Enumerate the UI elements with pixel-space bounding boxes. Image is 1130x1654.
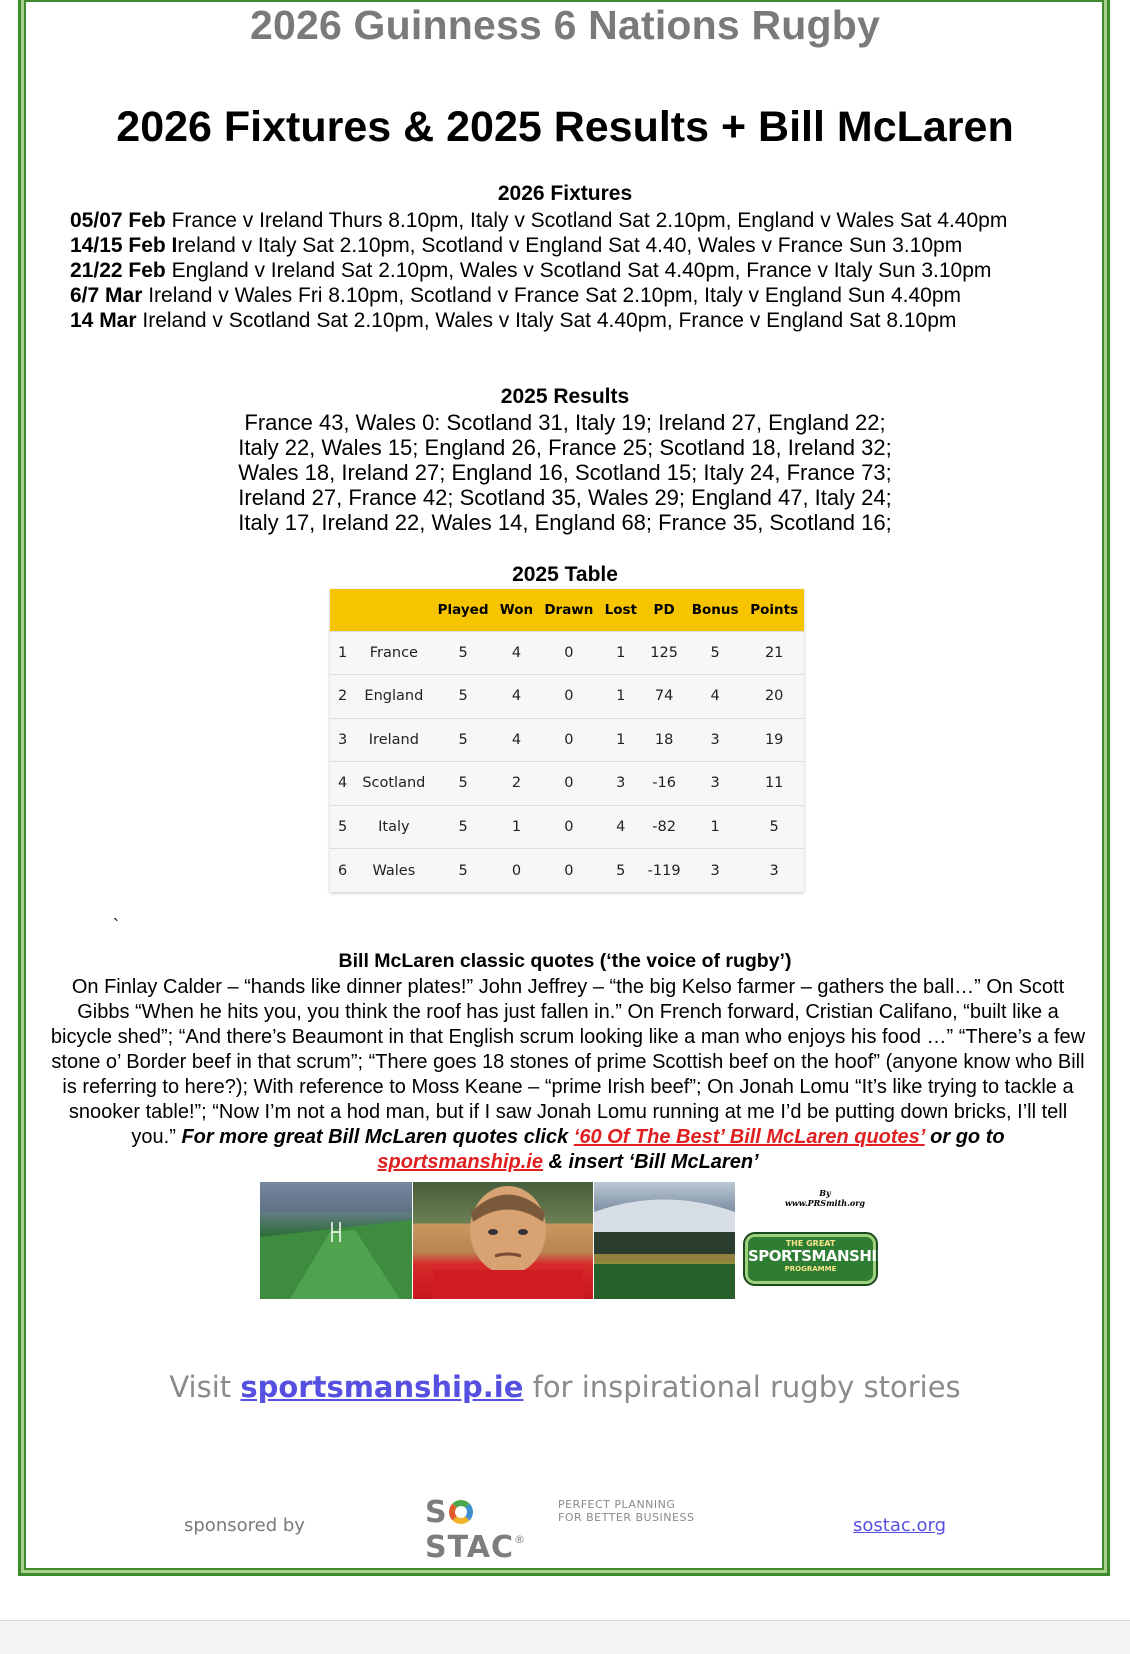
table-row [330, 762, 804, 806]
results-line: Italy 17, Ireland 22, Wales 14, England 68; France 35, Scotland 16; [238, 510, 892, 535]
logo-badge-top: THE GREAT [785, 1239, 836, 1248]
table-cell: 3 [710, 862, 720, 879]
sportsmanship-programme-logo [745, 1182, 885, 1299]
table-cell: -16 [652, 775, 676, 792]
column-header: Won [499, 601, 534, 618]
table-cell: -82 [652, 818, 676, 835]
table-cell: 125 [650, 644, 678, 661]
fixture-date: 6/7 Mar [70, 284, 143, 307]
page-title: 2026 Guinness 6 Nations Rugby [249, 2, 881, 48]
table-cell: 0 [511, 862, 522, 879]
fixture-line [70, 308, 1080, 333]
table-cell: -119 [647, 862, 681, 879]
table-cell: 5 [458, 688, 468, 705]
table-cell: 5 [710, 644, 720, 661]
table-cell: 0 [564, 818, 574, 835]
table-cell: 0 [564, 862, 574, 879]
column-header: Played [437, 601, 489, 618]
team-name: Ireland [368, 731, 419, 748]
quotes-body [48, 975, 1088, 1175]
table-cell: 4 [710, 688, 720, 705]
table-cell: 5 [769, 818, 779, 835]
table-cell: 4 [616, 818, 626, 835]
table-cell: 1 [616, 731, 626, 748]
sportsmanship-link[interactable]: sportsmanship.ie [377, 1151, 543, 1173]
table-cell: 3 [616, 775, 626, 792]
table-cell: 2 [338, 688, 348, 705]
table-cell: 5 [458, 731, 468, 748]
results-line: Wales 18, Ireland 27; England 16, Scotland 15; Italy 24, France 73; [238, 460, 892, 485]
logo-badge-bottom: PROGRAMME [784, 1265, 837, 1273]
fixture-line [70, 283, 1080, 308]
sponsored-by-label: sponsored by [184, 1515, 305, 1536]
best-quotes-link[interactable]: ‘60 Of The Best’ Bill McLaren quotes’ [573, 1126, 925, 1148]
table-cell: 3 [338, 731, 348, 748]
table-row [330, 805, 804, 849]
fixture-line [70, 258, 1080, 283]
table-cell: 0 [564, 775, 574, 792]
aviva-stadium-photo-art [594, 1182, 735, 1299]
fixture-text: Ireland v Scotland Sat 2.10pm, Wales v Italy Sat 4.40pm, France v England Sat 8.10pm [136, 309, 957, 332]
logo-site-text: www.PRSmith.org [785, 1198, 866, 1208]
column-header [330, 589, 356, 631]
cta-text: or go to [924, 1126, 1005, 1148]
stadium-photo [260, 1182, 412, 1299]
sostac-letters: STAC [425, 1530, 514, 1565]
logo-badge-main: SPORTSMANSHIP [748, 1247, 887, 1265]
table-cell: 19 [764, 731, 784, 748]
table-cell: 5 [458, 775, 468, 792]
table-cell: 3 [710, 731, 720, 748]
sub-title: 2026 Fixtures & 2025 Results + Bill McLaren [116, 103, 1014, 151]
table-header-row [330, 589, 804, 631]
table-cell: 6 [338, 862, 348, 879]
team-name: Scotland [362, 775, 426, 792]
table-cell: 0 [564, 644, 574, 661]
results-heading: 2025 Results [500, 385, 630, 408]
sostac-letter: S [425, 1495, 448, 1530]
table-cell: 11 [764, 775, 784, 792]
column-header: Bonus [691, 601, 739, 618]
quotes-cta [181, 1126, 1004, 1173]
table-row [330, 849, 804, 893]
logo-by-text: By [819, 1188, 831, 1198]
table-cell: 5 [458, 818, 468, 835]
table-row [330, 675, 804, 719]
sostac-wordmark [425, 1495, 526, 1565]
table-cell: 1 [338, 644, 348, 661]
sostac-link[interactable]: sostac.org [853, 1515, 946, 1536]
aviva-stadium-photo [594, 1182, 735, 1299]
table-cell: 3 [710, 775, 720, 792]
table-cell: 5 [458, 862, 468, 879]
column-header: Lost [604, 601, 637, 618]
table-row [330, 718, 804, 762]
table-cell: 5 [616, 862, 626, 879]
table-cell: 20 [764, 688, 784, 705]
results-list [0, 410, 1130, 535]
table-cell: 74 [654, 688, 674, 705]
table-cell: 21 [764, 644, 784, 661]
quotes-heading: Bill McLaren classic quotes (‘the voice of rugby’) [338, 950, 792, 972]
quotes-text: On Finlay Calder – “hands like dinner plates!” John Jeffrey – “the big Kelso farmer – gathers the ball…” On Scott Gibbs “When he hits you, you think the roof has just fallen in.” On French forward, Cristian Califano, “built like a bicycle shed”; “And there’s Beaumont in that English scrum looking like a man who enjoys his food …” “There’s a few stone o’ Border beef in that scrum”; “There goes 18 stones of prime Scottish beef on the hoof” (anyone know who Bill is referring to here?); With reference to Moss Keane – “prime Irish beef”; On Jonah Lomu “It’s like trying to tackle a snooker table!”; “Now I’m not a hod man, but if I saw Jonah Lomu running at me I’d be putting down bricks, I’ll tell you.” [50, 976, 1086, 1148]
results-line: France 43, Wales 0: Scotland 31, Italy 19; Ireland 27, England 22; [244, 410, 886, 435]
fixture-text: England v Ireland Sat 2.10pm, Wales v Scotland Sat 4.40pm, France v Italy Sun 3.10pm [165, 259, 992, 282]
visit-line [0, 1370, 1130, 1404]
visit-prefix: Visit [169, 1370, 241, 1404]
fixture-date: 21/22 Feb [70, 259, 166, 282]
table-cell: 0 [564, 688, 574, 705]
logo-badge [745, 1234, 887, 1284]
standings-table [330, 589, 804, 892]
fixture-date: 14 Mar [70, 309, 137, 332]
table-cell: 18 [654, 731, 674, 748]
visit-suffix: for inspirational rugby stories [523, 1370, 961, 1404]
fixture-text: reland v Italy Sat 2.10pm, Scotland v England Sat 4.40, Wales v France Sun 3.10pm [177, 234, 963, 257]
fixtures-list [70, 208, 1080, 333]
sostac-tagline-line: FOR BETTER BUSINESS [558, 1511, 695, 1524]
sostac-o-icon [449, 1500, 473, 1524]
footer-bar [0, 1620, 1130, 1654]
table-cell: 3 [769, 862, 779, 879]
fixture-text: Ireland v Wales Fri 8.10pm, Scotland v France Sat 2.10pm, Italy v England Sun 4.40pm [142, 284, 962, 307]
column-header [356, 589, 432, 631]
fixture-date: 14/15 Feb I [70, 234, 178, 257]
bill-mclaren-photo [413, 1182, 593, 1299]
sostac-tagline-line: PERFECT PLANNING [558, 1498, 676, 1511]
fixtures-heading: 2026 Fixtures [497, 182, 633, 205]
team-name: France [369, 644, 418, 661]
table-cell: 4 [511, 644, 522, 661]
table-heading: 2025 Table [512, 563, 618, 586]
fixture-text: France v Ireland Thurs 8.10pm, Italy v Scotland Sat 2.10pm, England v Wales Sat 4.40pm [165, 209, 1008, 232]
column-header: Points [750, 601, 799, 618]
table-cell: 4 [338, 775, 348, 792]
table-cell: 1 [616, 644, 626, 661]
table-cell: 5 [338, 818, 348, 835]
table-cell: 1 [616, 688, 626, 705]
column-header: PD [653, 601, 675, 618]
results-line: Ireland 27, France 42; Scotland 35, Wales 29; England 47, Italy 24; [238, 485, 892, 510]
sostac-tagline [558, 1498, 694, 1524]
table-cell: 4 [511, 731, 522, 748]
fixture-date: 05/07 Feb [70, 209, 166, 232]
table-cell: 5 [458, 644, 468, 661]
fixture-line [70, 208, 1080, 233]
column-header: Drawn [544, 601, 594, 618]
table-cell: 4 [511, 688, 522, 705]
registered-mark: ® [513, 1533, 526, 1546]
table-cell: 2 [511, 775, 522, 792]
table-cell: 1 [511, 818, 522, 835]
table-cell: 1 [710, 818, 720, 835]
results-line: Italy 22, Wales 15; England 26, France 25; Scotland 18, Ireland 32; [238, 435, 892, 460]
team-name: Italy [378, 818, 410, 835]
stadium-photo-art [260, 1182, 412, 1299]
team-name: England [364, 688, 424, 705]
visit-sportsmanship-link[interactable]: sportsmanship.ie [240, 1370, 524, 1404]
table-row [330, 631, 804, 675]
fixture-line [70, 233, 1080, 258]
table-cell: 0 [564, 731, 574, 748]
team-name: Wales [372, 862, 416, 879]
logo-byline [785, 1188, 865, 1208]
cta-text: For more great Bill McLaren quotes click [181, 1126, 574, 1148]
bill-mclaren-photo-art [413, 1182, 593, 1299]
stray-mark: ` [113, 916, 119, 936]
cta-text: & insert ‘Bill McLaren’ [543, 1151, 759, 1173]
